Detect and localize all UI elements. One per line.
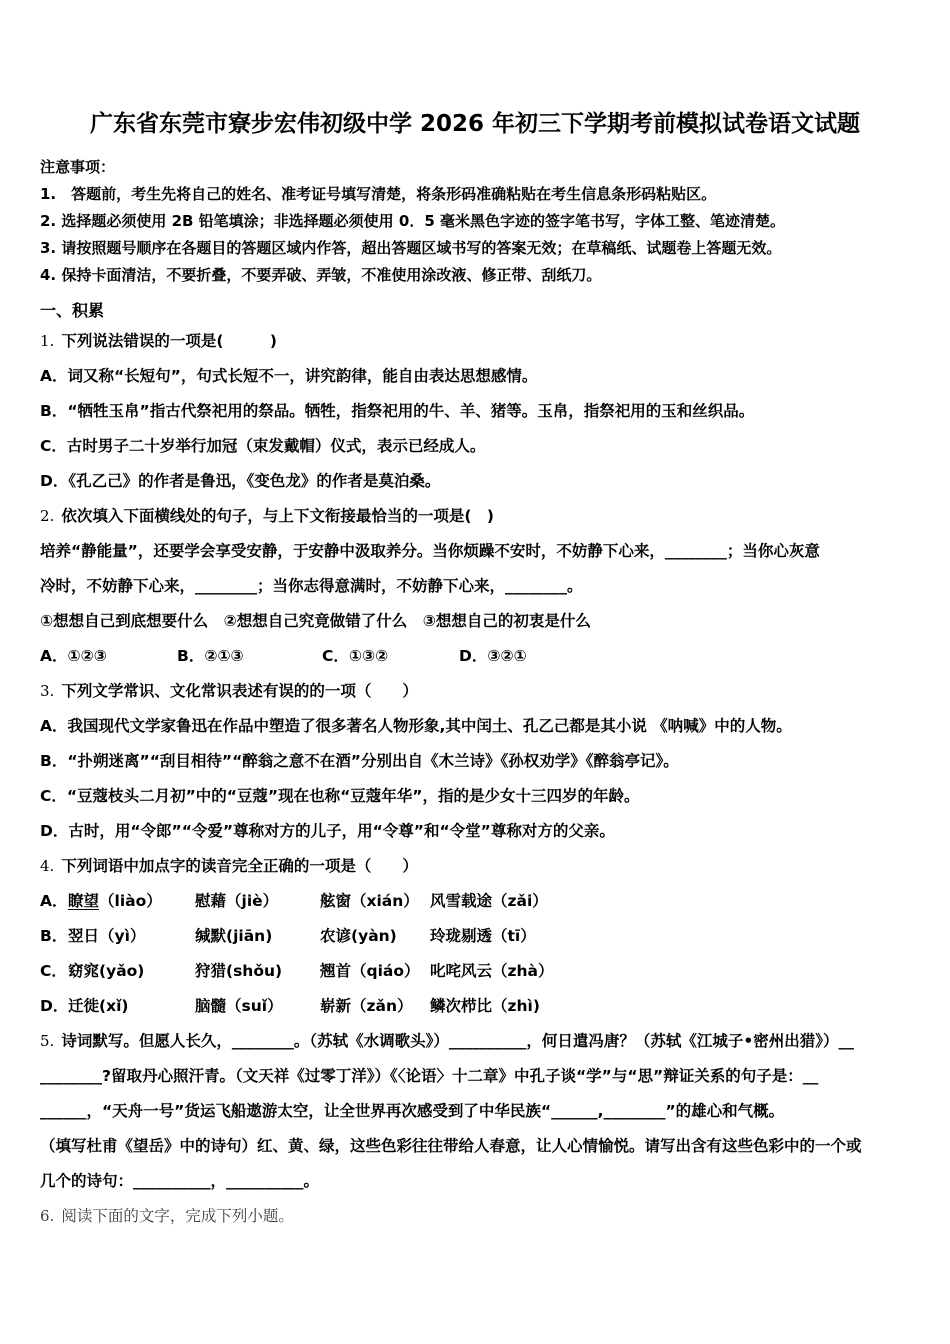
pinyin: （liào）: [99, 892, 162, 910]
question-4-row-d-word-1: 迁徙(xǐ): [68, 997, 129, 1015]
question-3-number: 3.: [40, 682, 55, 700]
question-4-row-c-word-4: 叱咤风云（zhà）: [430, 962, 554, 980]
question-2-option-c: C．①③②: [322, 647, 389, 665]
question-4-row-a-word-1: [68, 884, 195, 919]
notice-item-1: 1. 答题前，考生先将自己的姓名、准考证号填写清楚，将条形码准确粘贴在考生信息条形码粘贴区。: [40, 185, 717, 203]
question-1-option-c: C．古时男子二十岁举行加冠（束发戴帽）仪式，表示已经成人。: [40, 437, 486, 455]
question-1-option-d: D．《孔乙己》的作者是鲁迅，《变色龙》的作者是莫泊桑。: [40, 472, 441, 490]
question-4-row-d-word-2: 脑髓（suǐ）: [195, 997, 283, 1015]
question-4-row-c-word-1: 窈窕(yǎo): [68, 962, 145, 980]
question-4-row-b-word-1: 翌日（yì）: [68, 927, 146, 945]
question-1-stem-text: 下列说法错误的一项是( ): [61, 332, 277, 350]
marked-character: 瞭望: [68, 892, 100, 910]
notice-heading: 注意事项：: [40, 158, 116, 176]
question-3-stem-text: 下列文学常识、文化常识表述有误的的一项（ ）: [61, 682, 418, 700]
question-5-text-line-1: 诗词默写。但愿人长久，________。（苏轼《水调歌头》）__________，何日遣冯唐？（苏轼《江城子•密州出猎》）__: [61, 1032, 854, 1050]
question-2-option-a: A．①②③: [40, 647, 107, 665]
question-4-row-a-word-4: 风雪载途（zǎi）: [430, 892, 548, 910]
notice-item-2: 2. 选择题必须使用 2B 铅笔填涂；非选择题必须使用 0．5 毫米黑色字迹的签字笔书写，字体工整、笔迹清楚。: [40, 212, 785, 230]
page-title: 广东省东莞市寮步宏伟初级中学 2026 年初三下学期考前模拟试卷语文试题: [89, 111, 861, 137]
question-4-number: 4.: [40, 857, 55, 875]
question-4-row-d: [40, 989, 910, 1024]
question-4-row-a-word-3: 舷窗（xián）: [320, 892, 419, 910]
notice-item-4: 4. 保持卡面清洁，不要折叠，不要弄破、弄皱，不准使用涂改液、修正带、刮纸刀。: [40, 266, 602, 284]
question-1-option-b: B．“牺牲玉帛”指古代祭祀用的祭品。牺牲，指祭祀用的牛、羊、猪等。玉帛，指祭祀用的玉和丝织品。: [40, 402, 755, 420]
question-4-stem: [40, 849, 910, 884]
question-4-row-b-word-4: 玲珑剔透（tī）: [430, 927, 536, 945]
question-4-row-d-word-3: 崭新（zǎn）: [320, 997, 413, 1015]
question-5-line-1: [40, 1024, 910, 1059]
question-2-sentence-choices: ①想想自己到底想要什么 ②想想自己究竟做错了什么 ③想想自己的初衷是什么: [40, 612, 591, 630]
question-2-number: 2.: [40, 507, 55, 525]
question-3-option-b: B．“扑朔迷离”“刮目相待”“醉翁之意不在酒”分别出自《木兰诗》《孙权劝学》《醉翁亭记》。: [40, 752, 679, 770]
question-4-row-c-label: C．: [40, 962, 67, 980]
question-4-row-a-label: A．: [40, 892, 68, 910]
question-4-row-d-label: D．: [40, 997, 69, 1015]
question-4-row-b-word-3: 农谚(yàn): [320, 927, 397, 945]
question-4-stem-text: 下列词语中加点字的读音完全正确的一项是（ ）: [61, 857, 418, 875]
question-5-number: 5.: [40, 1032, 55, 1050]
question-3-option-d: D．古时，用“令郎”“令爱”尊称对方的儿子，用“令尊”和“令堂”尊称对方的父亲。: [40, 822, 615, 840]
question-3-option-c: C．“豆蔻枝头二月初”中的“豆蔻”现在也称“豆蔻年华”，指的是少女十三四岁的年龄。: [40, 787, 640, 805]
question-4-row-b-label: B．: [40, 927, 68, 945]
question-1-option-a: A．词又称“长短句”，句式长短不一，讲究韵律，能自由表达思想感情。: [40, 367, 538, 385]
question-4-row-b-word-2: 缄默(jiān): [195, 927, 273, 945]
question-4-row-a: [40, 884, 910, 919]
question-4-row-c: [40, 954, 910, 989]
question-2-passage-line-2: 冷时，不妨静下心来，________；当你志得意满时，不妨静下心来，________。: [40, 577, 583, 595]
question-2-option-b: B．②①③: [177, 647, 244, 665]
question-3-stem: [40, 674, 910, 709]
question-4-row-c-word-2: 狩猎(shǒu): [195, 962, 283, 980]
question-3-option-a: A．我国现代文学家鲁迅在作品中塑造了很多著名人物形象,其中闰土、孔乙己都是其小说 《呐喊》中的人物。: [40, 717, 792, 735]
question-5-line-5: 几个的诗句：__________，__________。: [40, 1172, 320, 1190]
question-2-stem: [40, 499, 910, 534]
question-4-row-d-word-4: 鳞次栉比（zhì): [430, 997, 540, 1015]
notice-item-3: 3. 请按照题号顺序在各题目的答题区域内作答，超出答题区域书写的答案无效；在草稿纸、试题卷上答题无效。: [40, 239, 782, 257]
question-2-passage-line-1: 培养“静能量”，还要学会享受安静，于安静中汲取养分。当你烦躁不安时，不妨静下心来，________；当你心灰意: [40, 542, 820, 560]
question-6-stem: [40, 1199, 910, 1234]
question-5-line-4: （填写杜甫《望岳》中的诗句）红、黄、绿，这些色彩往往带给人春意，让人心情愉悦。请写出含有这些色彩中的一个或: [40, 1137, 862, 1155]
question-6-number: 6.: [40, 1207, 55, 1225]
question-2-stem-text: 依次填入下面横线处的句子，与上下文衔接最恰当的一项是( ): [61, 507, 494, 525]
question-2-options-row: [40, 639, 910, 674]
question-5-line-2: ________?留取丹心照汗青。（文天祥《过零丁洋》）《〈论语〉十二章》中孔子谈“学”与“思”辩证关系的句子是：__: [40, 1067, 819, 1085]
question-4-row-b: [40, 919, 910, 954]
question-5-line-3: ______，“天舟一号”货运飞船遨游太空，让全世界再次感受到了中华民族“______,________”的雄心和气概。: [40, 1102, 785, 1120]
question-2-option-d: D．③②①: [459, 647, 527, 665]
question-4-row-a-word-2: 慰藉（jiè）: [195, 892, 279, 910]
question-6-stem-text: 阅读下面的文字，完成下列小题。: [61, 1207, 294, 1225]
question-1-stem: [40, 324, 910, 359]
section-heading-accumulation: 一、积累: [40, 301, 105, 320]
question-1-number: 1.: [40, 332, 55, 350]
question-4-row-c-word-3: 翘首（qiáo）: [320, 962, 420, 980]
